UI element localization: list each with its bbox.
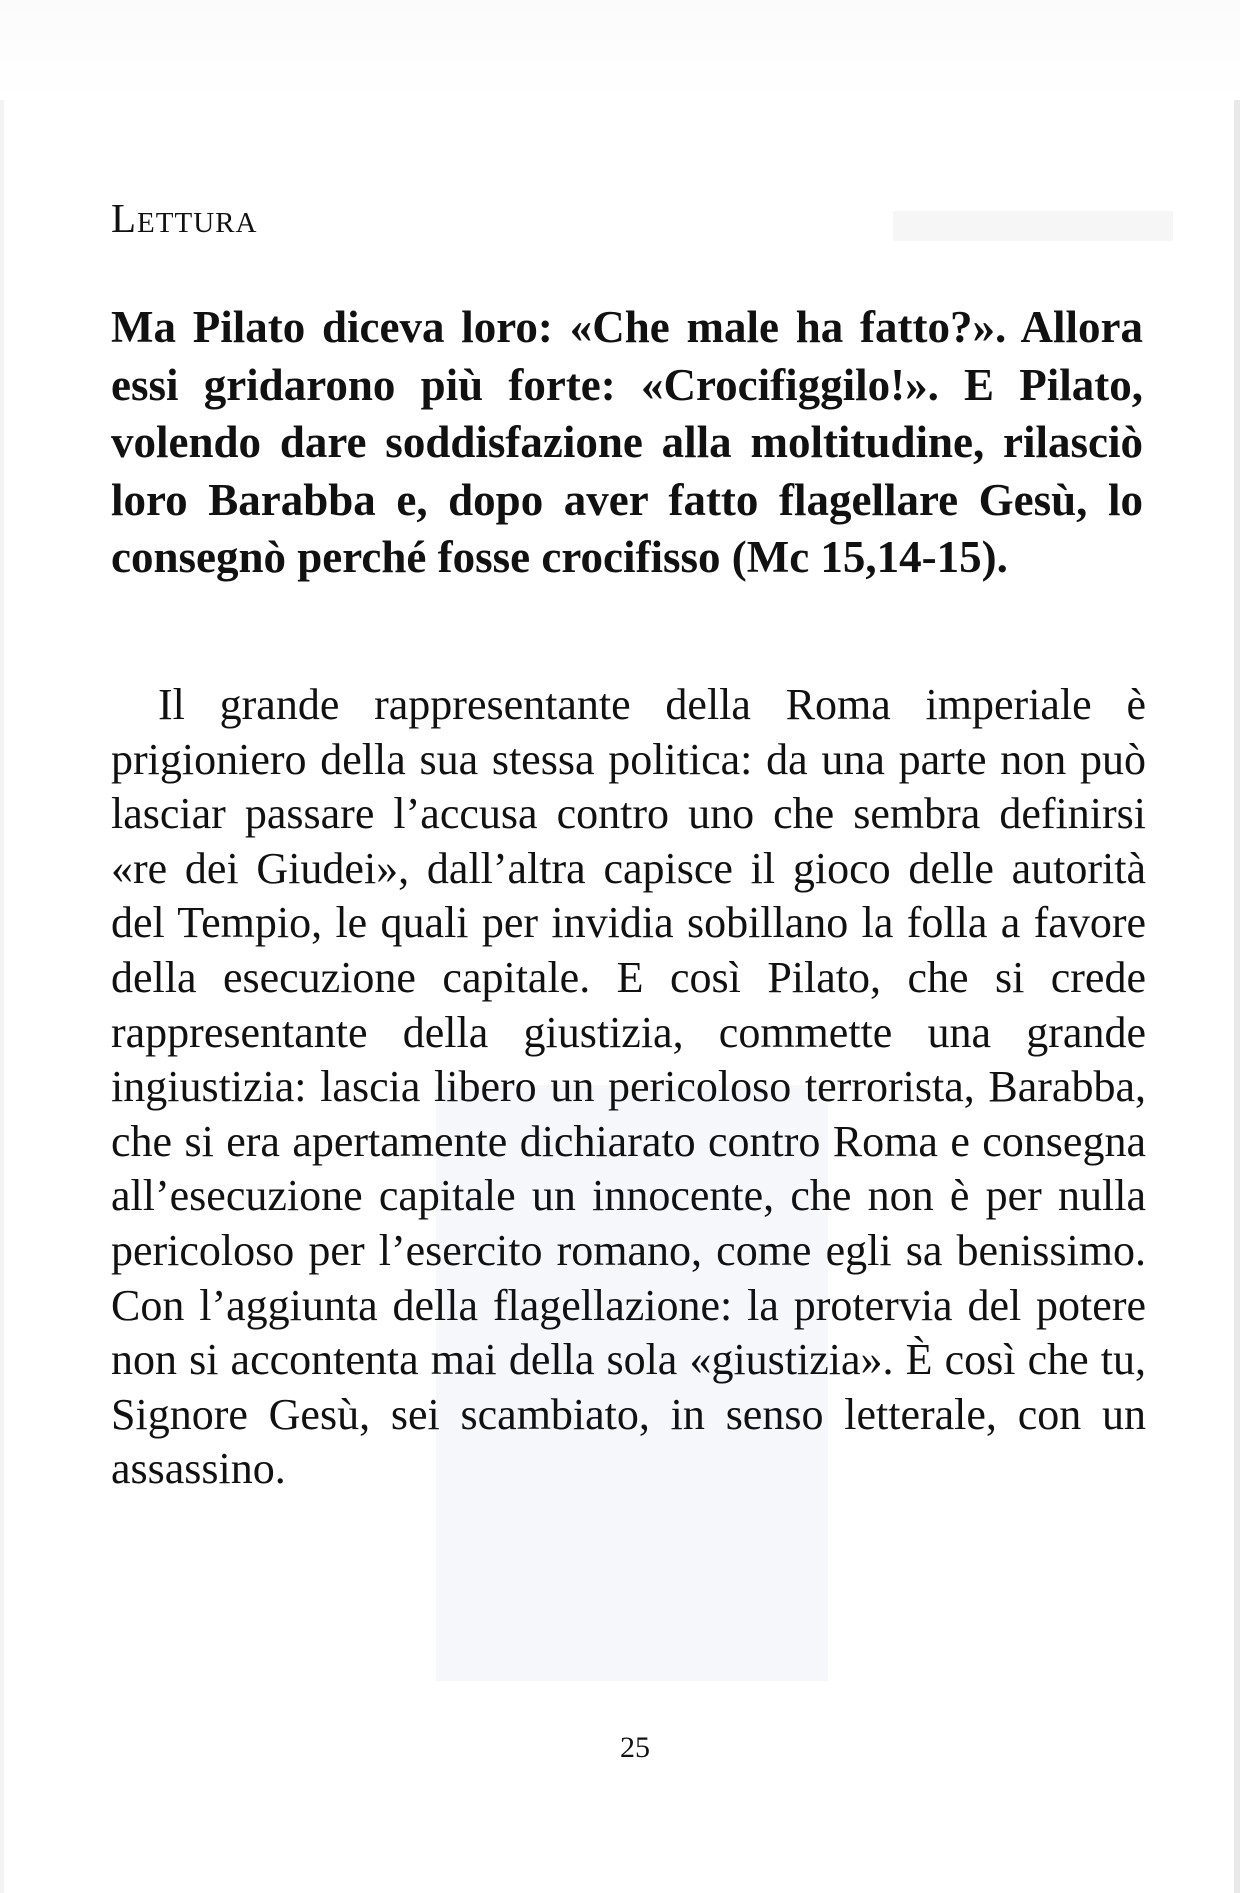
section-title: Lettura [111,195,258,241]
scripture-quote: Ma Pilato diceva loro: «Che male ha fatto?». Allora essi gridarono più forte: «Crocifiggilo!». E Pilato, volendo dare soddisfazione alla moltitudine, rilasciò loro Barabba e, dopo aver fatto flagellare Gesù, lo consegnò perché fosse crocifisso (Mc 15,14-15). [111,302,1143,582]
commentary-paragraph: Il grande rappresentante della Roma imperiale è prigioniero della sua stessa politica: da una parte non può lasciar passare l’accusa contro uno che sembra definirsi «re dei Giudei», dall’altra capisce il gioco delle autorità del Tempio, le quali per invidia sobillano la folla a favore della esecuzione capitale. E così Pilato, che si crede rappresentante della giustizia, commette una grande ingiustizia: lascia libero un pericoloso terrorista, Barabba, che si era apertamente dichiarato contro Roma e consegna all’esecuzione capitale un innocente, che non è per nulla pericoloso per l’esercito romano, come egli sa benissimo. Con l’aggiunta della flagellazione: la protervia del potere non si accontenta mai della sola «giustizia». È così che tu, Signore Gesù, sei scambiato, in senso letterale, con un assassino. [111,680,1146,1494]
page-number: 25 [620,1731,650,1764]
